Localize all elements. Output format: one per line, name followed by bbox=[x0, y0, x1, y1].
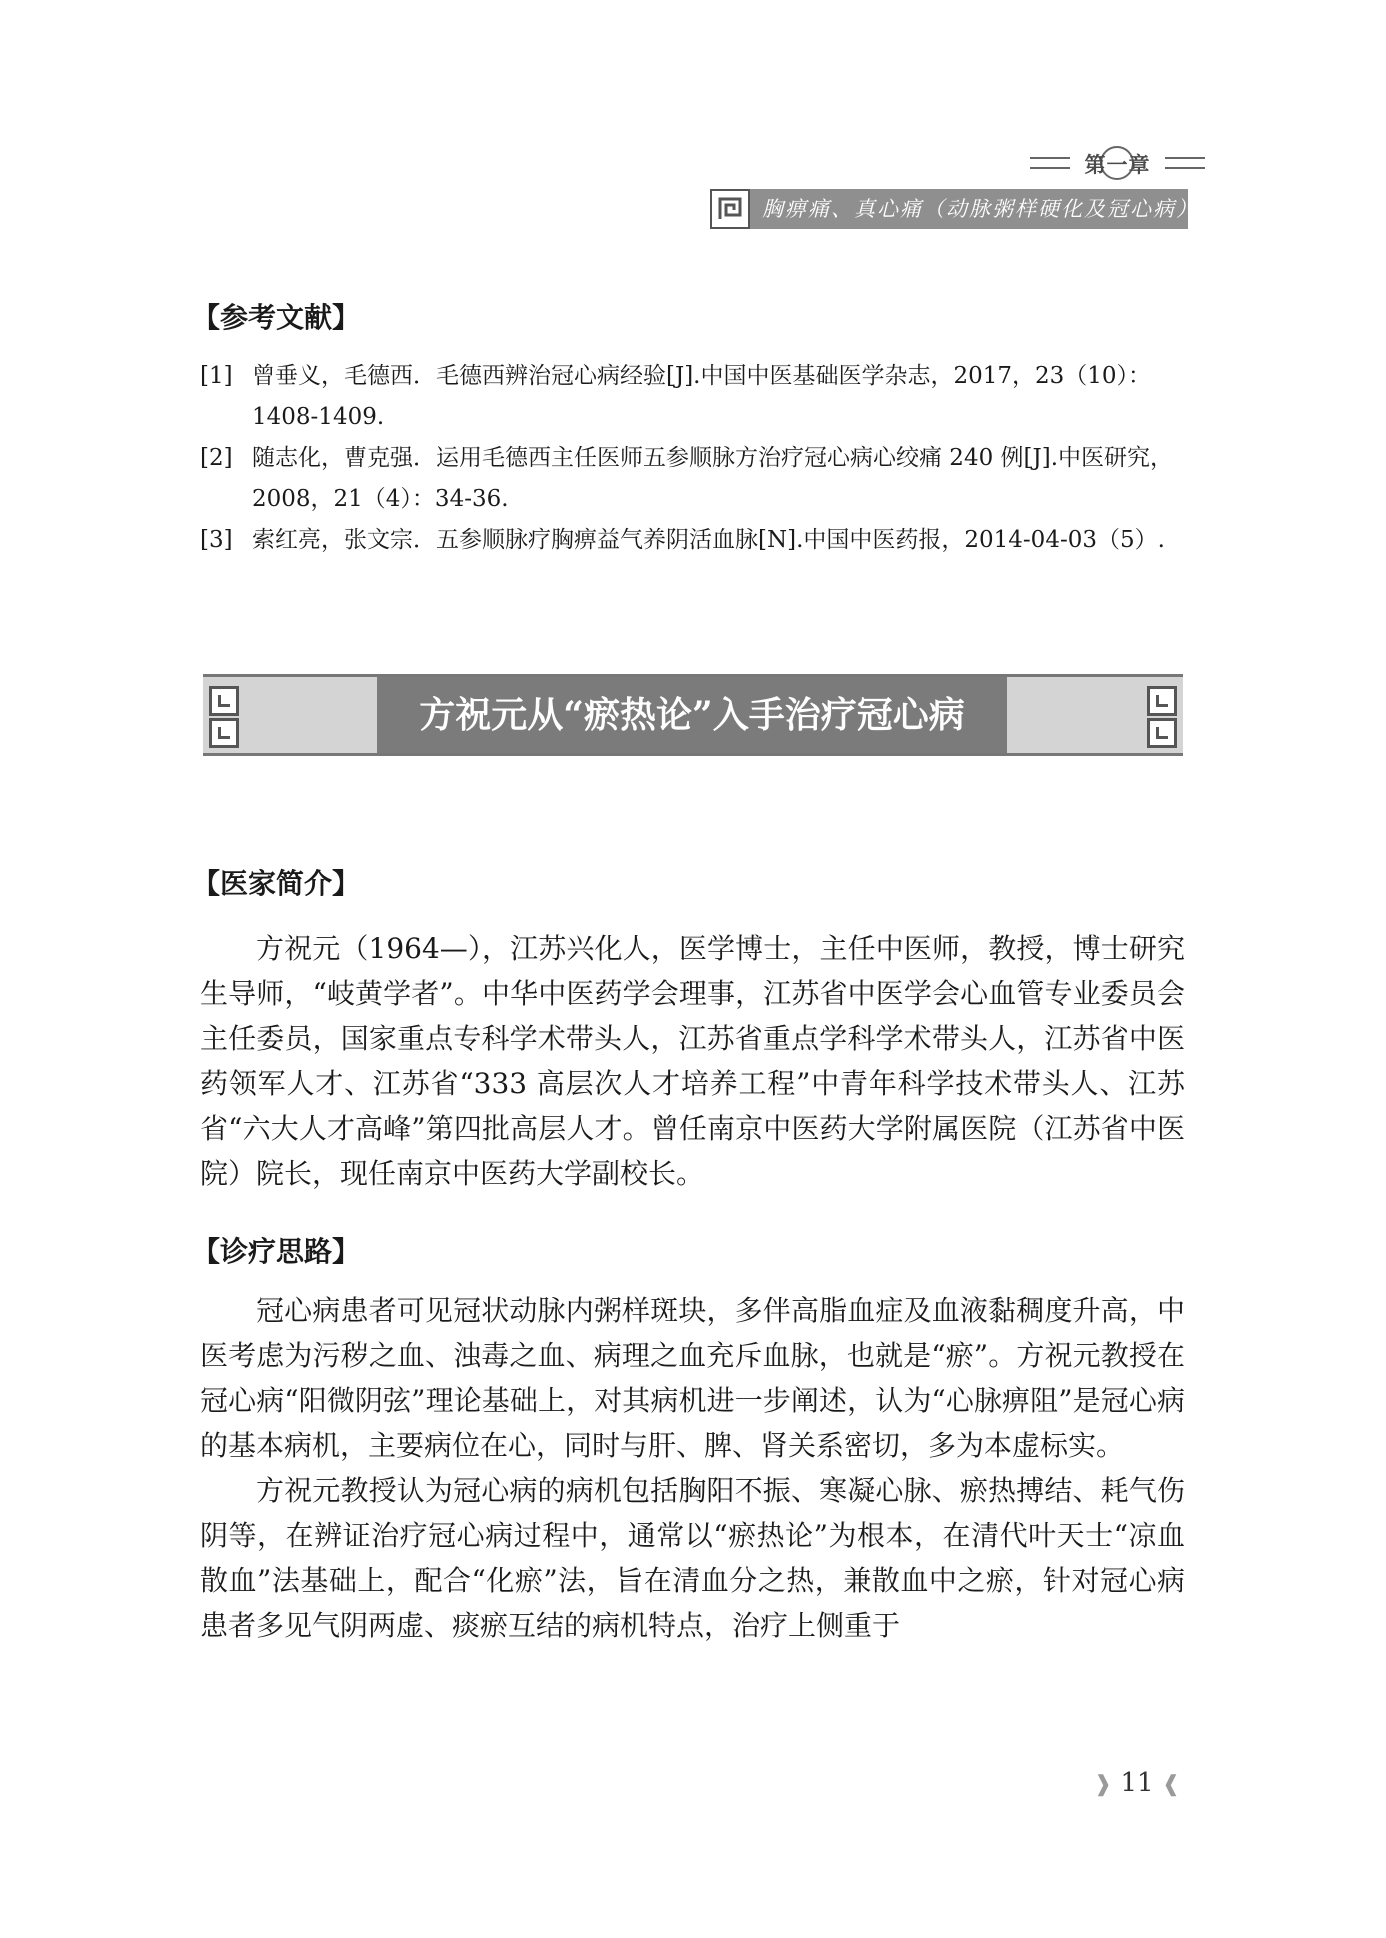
page-number-block bbox=[1092, 1768, 1182, 1800]
right-ornament-icon: ❰ bbox=[1161, 1772, 1181, 1797]
reference-item bbox=[200, 520, 1185, 561]
reference-text: 曾垂义，毛德西．毛德西辨治冠心病经验[J].中国中医基础医学杂志，2017，23（10）：1408-1409. bbox=[252, 363, 1152, 430]
fret-icon bbox=[710, 189, 750, 229]
paragraph: 方祝元（1964—），江苏兴化人，医学博士，主任中医师，教授，博士研究生导师，“岐黄学者”。中华中医药学会理事，江苏省中医学会心血管专业委员会主任委员，国家重点专科学术带头人，江苏省重点学科学术带头人，江苏省中医药领军人才、江苏省“333 高层次人才培养工程”中青年科学技术带头人、江苏省“六大人才高峰”第四批高层人才。曾任南京中医药大学附属医院（江苏省中医院）院长，现任南京中医药大学副校长。 bbox=[200, 932, 1185, 1190]
paragraph: 方祝元教授认为冠心病的病机包括胸阳不振、寒凝心脉、瘀热搏结、耗气伤阴等，在辨证治疗冠心病过程中，通常以“瘀热论”为根本，在清代叶天士“凉血散血”法基础上，配合“化瘀”法，旨在清血分之热，兼散血中之瘀，针对冠心病患者多见气阴两虚、痰瘀互结的病机特点，治疗上侧重于 bbox=[200, 1474, 1185, 1642]
banner-title-box bbox=[377, 677, 1007, 753]
section-title-banner bbox=[203, 674, 1183, 756]
fret-knot-icon bbox=[209, 686, 239, 716]
profile-heading: 【医家简介】 bbox=[192, 867, 361, 900]
fret-knot-icon bbox=[209, 718, 239, 748]
profile-body bbox=[200, 926, 1185, 1196]
reference-number: [3] bbox=[200, 527, 233, 553]
reference-list bbox=[200, 356, 1185, 561]
approach-body bbox=[200, 1288, 1185, 1648]
references-heading: 【参考文献】 bbox=[192, 301, 361, 334]
fret-knot-icon bbox=[1147, 686, 1177, 716]
chapter-label: 第一章 bbox=[1084, 153, 1151, 177]
reference-item bbox=[200, 438, 1185, 520]
running-header-title: 胸痹痛、真心痛（动脉粥样硬化及冠心病） bbox=[762, 197, 1199, 221]
page-number: 11 bbox=[1120, 1768, 1154, 1798]
reference-text: 索红亮，张文宗．五参顺脉疗胸痹益气养阴活血脉[N].中国中医药报，2014-04-03（5）. bbox=[252, 527, 1165, 553]
reference-item bbox=[200, 356, 1185, 438]
reference-number: [1] bbox=[200, 363, 233, 389]
paragraph: 冠心病患者可见冠状动脉内粥样斑块，多伴高脂血症及血液黏稠度升高，中医考虑为污秽之血、浊毒之血、病理之血充斥血脉，也就是“瘀”。方祝元教授在冠心病“阳微阴弦”理论基础上，对其病机进一步阐述，认为“心脉痹阻”是冠心病的基本病机，主要病位在心，同时与肝、脾、肾关系密切，多为本虚标实。 bbox=[200, 1294, 1185, 1462]
reference-text: 随志化，曹克强．运用毛德西主任医师五参顺脉方治疗冠心病心绞痛 240 例[J].中医研究，2008，21（4）：34-36. bbox=[252, 445, 1173, 512]
running-header bbox=[710, 189, 1199, 229]
chapter-mark bbox=[1030, 146, 1205, 180]
section-title: 方祝元从“瘀热论”入手治疗冠心病 bbox=[419, 694, 965, 736]
reference-number: [2] bbox=[200, 445, 233, 471]
fret-knot-icon bbox=[1147, 718, 1177, 748]
approach-heading: 【诊疗思路】 bbox=[192, 1235, 361, 1268]
left-ornament-icon: ❱ bbox=[1093, 1772, 1113, 1797]
